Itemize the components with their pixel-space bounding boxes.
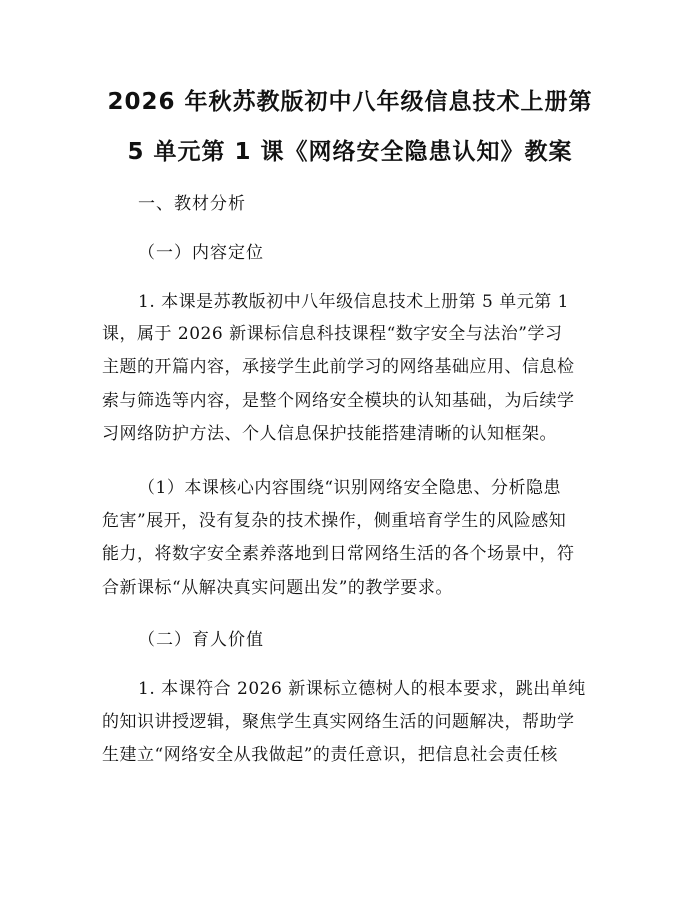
paragraph-line: 生建立“网络安全从我做起”的责任意识，把信息社会责任核 bbox=[102, 745, 558, 765]
paragraph-line: 1. 本课符合 2026 新课标立德树人的根本要求，跳出单纯 bbox=[138, 679, 586, 699]
paragraph-line: 习网络防护方法、个人信息保护技能搭建清晰的认知框架。 bbox=[102, 424, 557, 444]
paragraph-line: 1. 本课是苏教版初中八年级信息技术上册第 5 单元第 1 bbox=[138, 292, 569, 312]
paragraph-line: 能力，将数字安全素养落地到日常网络生活的各个场景中，符 bbox=[102, 544, 575, 564]
paragraph-line: 索与筛选等内容，是整个网络安全模块的认知基础，为后续学 bbox=[102, 391, 575, 411]
document-title-line-1: 2026 年秋苏教版初中八年级信息技术上册第 bbox=[107, 89, 593, 115]
subsection-heading-content-positioning: （一）内容定位 bbox=[138, 243, 264, 263]
document-title-line-2: 5 单元第 1 课《网络安全隐患认知》教案 bbox=[127, 139, 573, 165]
paragraph-line: （1）本课核心内容围绕“识别网络安全隐患、分析隐患 bbox=[138, 478, 562, 498]
paragraph-line: 的知识讲授逻辑，聚焦学生真实网络生活的问题解决，帮助学 bbox=[102, 712, 575, 732]
paragraph-line: 合新课标“从解决真实问题出发”的教学要求。 bbox=[102, 578, 453, 598]
paragraph-line: 主题的开篇内容，承接学生此前学习的网络基础应用、信息检 bbox=[102, 357, 575, 377]
section-heading-textbook-analysis: 一、教材分析 bbox=[138, 194, 246, 214]
subsection-heading-educational-value: （二）育人价值 bbox=[138, 630, 264, 650]
paragraph-line: 课，属于 2026 新课标信息科技课程“数字安全与法治”学习 bbox=[102, 324, 563, 344]
paragraph-line: 危害”展开，没有复杂的技术操作，侧重培育学生的风险感知 bbox=[102, 511, 567, 531]
